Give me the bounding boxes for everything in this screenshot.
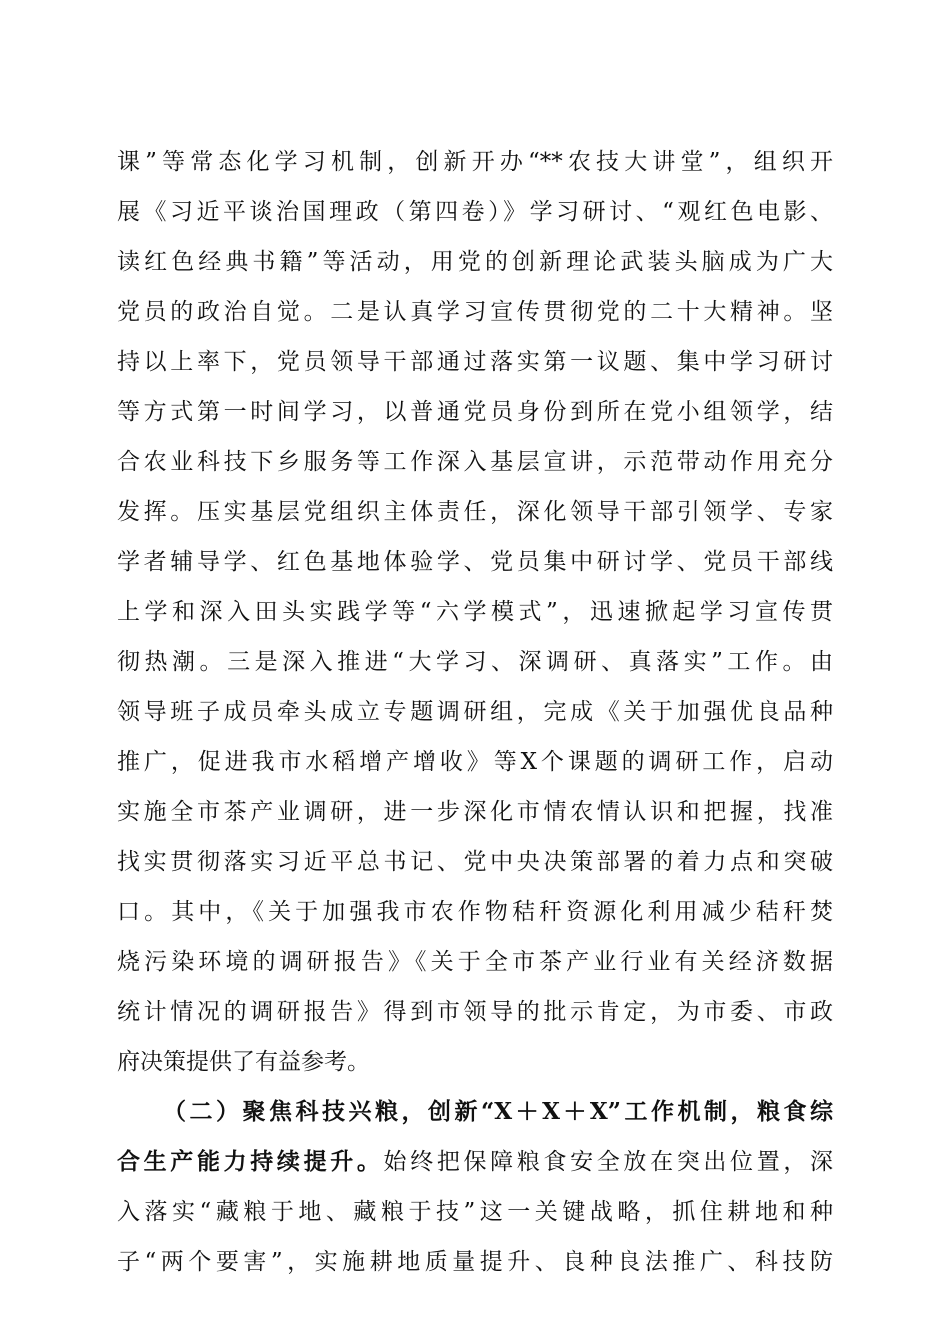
text-line: 合农业科技下乡服务等工作深入基层宣讲，示范带动作用充分 [117,449,833,475]
text-line: 找实贯彻落实习近平总书记、党中央决策部署的着力点和突破 [117,849,833,875]
section-heading-line-end: 合生产能力持续提升。 [117,1148,384,1175]
document-body [117,137,833,1287]
text-line: 彻热潮。三是深入推进“大学习、深调研、真落实”工作。由 [117,649,833,675]
text-line: 等方式第一时间学习，以普通党员身份到所在党小组领学，结 [117,399,833,425]
text-line: 学者辅导学、红色基地体验学、党员集中研讨学、党员干部线 [117,549,833,575]
paragraph-2 [117,1087,833,1287]
paragraph-1 [117,137,833,1087]
text-line: 上学和深入田头实践学等“六学模式”，迅速掀起学习宣传贯 [117,599,833,625]
text-line: 推广，促进我市水稻增产增收》等X个课题的调研工作，启动 [117,749,833,775]
text-line: 持以上率下，党员领导干部通过落实第一议题、集中学习研讨 [117,349,833,375]
text-line: 入落实“藏粮于地、藏粮于技”这一关键战略，抓住耕地和种 [117,1199,833,1225]
text-line: 展《习近平谈治国理政（第四卷）》学习研讨、“观红色电影、 [117,199,833,225]
text-line: 府决策提供了有益参考。 [117,1049,370,1075]
text-line: 统计情况的调研报告》得到市领导的批示肯定，为市委、市政 [117,999,833,1025]
text-line: 烧污染环境的调研报告》《关于全市茶产业行业有关经济数据 [117,949,833,975]
text-line: 课”等常态化学习机制，创新开办“**农技大讲堂”，组织开 [117,149,833,175]
text-line: 子“两个要害”，实施耕地质量提升、良种良法推广、科技防 [117,1249,833,1275]
text-line: 读红色经典书籍”等活动，用党的创新理论武装头脑成为广大 [117,249,833,275]
text-line: 口。其中，《关于加强我市农作物秸秆资源化利用减少秸秆焚 [117,899,833,925]
text-line [117,1137,833,1187]
text-line: 党员的政治自觉。二是认真学习宣传贯彻党的二十大精神。坚 [117,299,833,325]
text-line: 领导班子成员牵头成立专题调研组，完成《关于加强优良品种 [117,699,833,725]
text-line: 实施全市茶产业调研，进一步深化市情农情认识和把握，找准 [117,799,833,825]
section-heading-line: （二）聚焦科技兴粮，创新“X＋X＋X”工作机制，粮食综 [163,1098,833,1125]
text-line-rest: 始终把保障粮食安全放在突出位置，深 [383,1149,834,1175]
text-line: 发挥。压实基层党组织主体责任，深化领导干部引领学、专家 [117,499,833,525]
